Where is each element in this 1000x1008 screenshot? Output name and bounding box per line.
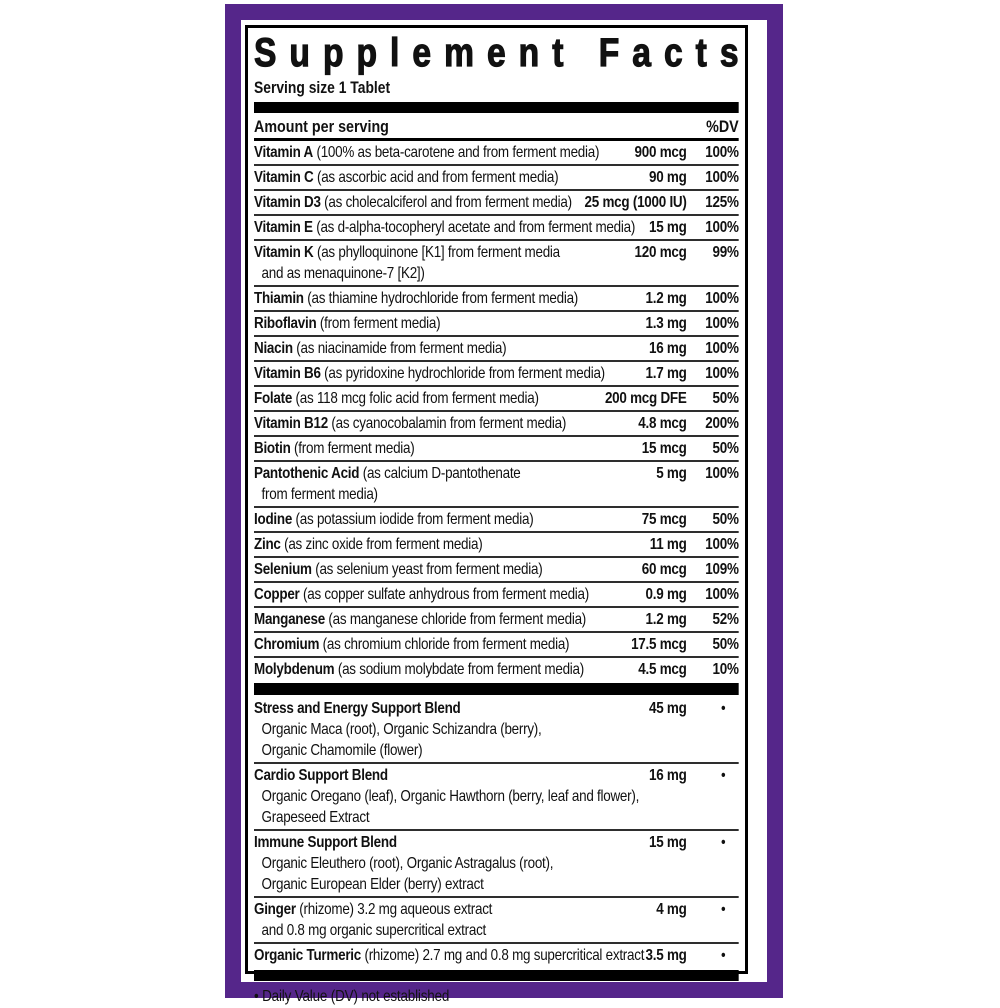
nutrient-text bbox=[254, 634, 624, 655]
nutrient-dv: 100% bbox=[705, 169, 739, 186]
nutrient-dv: 125% bbox=[705, 194, 739, 211]
nutrient-text bbox=[254, 313, 639, 334]
nutrient-desc: (as zinc oxide from ferment media) bbox=[280, 536, 483, 553]
title: S u p p l e m e n t F a c t s bbox=[254, 31, 739, 75]
nutrient-continuation-line: Grapeseed Extract bbox=[261, 809, 370, 826]
nutrient-amount: 1.2 mg bbox=[645, 290, 687, 307]
nutrient-amount: 75 mcg bbox=[641, 511, 687, 528]
nutrient-desc: (as selenium yeast from ferment media) bbox=[311, 561, 543, 578]
nutrient-name: Ginger bbox=[254, 901, 296, 918]
nutrient-row bbox=[254, 241, 739, 287]
nutrient-name: Vitamin A bbox=[254, 144, 313, 161]
nutrient-name: Thiamin bbox=[254, 290, 304, 307]
nutrient-desc: (as cholecalciferol and from ferment media) bbox=[320, 194, 572, 211]
serving-size: Serving size 1 Tablet bbox=[254, 79, 391, 97]
nutrient-name: Vitamin B6 bbox=[254, 365, 321, 382]
nutrient-desc: (as chromium chloride from ferment media) bbox=[319, 636, 570, 653]
nutrient-amount: 3.5 mg bbox=[645, 947, 687, 964]
nutrient-name: Riboflavin bbox=[254, 315, 317, 332]
nutrient-desc: (rhizome) 2.7 mg and 0.8 mg supercritical extract bbox=[361, 947, 645, 964]
nutrient-dv: 50% bbox=[712, 390, 739, 407]
nutrient-dv: 52% bbox=[712, 611, 739, 628]
nutrient-desc: (as thiamine hydrochloride from ferment media) bbox=[303, 290, 579, 307]
nutrient-amount: 4 mg bbox=[656, 901, 687, 918]
nutrient-dv: 100% bbox=[705, 219, 739, 236]
nutrient-row bbox=[254, 898, 739, 944]
amount-per-serving-header: Amount per serving bbox=[254, 117, 389, 136]
panel-content bbox=[254, 30, 739, 1008]
nutrient-row bbox=[254, 608, 739, 633]
dv-header: %DV bbox=[706, 117, 739, 136]
nutrient-name: Molybdenum bbox=[254, 661, 335, 678]
nutrient-continuation-line: Organic Maca (root), Organic Schizandra (berry), bbox=[261, 721, 542, 738]
nutrient-desc: (100% as beta-carotene and from ferment media) bbox=[312, 144, 600, 161]
nutrient-text bbox=[254, 609, 639, 630]
nutrient-dv: 109% bbox=[705, 561, 739, 578]
nutrient-text bbox=[254, 217, 642, 238]
nutrient-desc: (as niacinamide from ferment media) bbox=[292, 340, 507, 357]
nutrient-text bbox=[254, 899, 650, 941]
nutrient-desc: (from ferment media) bbox=[316, 315, 441, 332]
nutrient-row bbox=[254, 508, 739, 533]
nutrient-dv: 100% bbox=[705, 315, 739, 332]
nutrient-row bbox=[254, 533, 739, 558]
nutrient-desc: (as manganese chloride from ferment media) bbox=[324, 611, 587, 628]
nutrient-row bbox=[254, 166, 739, 191]
nutrient-dv: 100% bbox=[705, 465, 739, 482]
nutrient-amount: 15 mcg bbox=[641, 440, 687, 457]
nutrient-row bbox=[254, 633, 739, 658]
nutrient-name: Niacin bbox=[254, 340, 293, 357]
nutrient-text bbox=[254, 534, 643, 555]
nutrient-name: Folate bbox=[254, 390, 293, 407]
nutrient-amount: 0.9 mg bbox=[645, 586, 687, 603]
nutrient-text bbox=[254, 242, 628, 284]
nutrient-amount: 45 mg bbox=[649, 700, 687, 717]
dv-footnote: • Daily Value (DV) not established bbox=[254, 988, 450, 1005]
nutrient-continuation-line: and as menaquinone-7 [K2]) bbox=[261, 265, 425, 282]
nutrient-row bbox=[254, 831, 739, 898]
nutrient-desc: (from ferment media) bbox=[290, 440, 415, 457]
nutrient-name: Pantothenic Acid bbox=[254, 465, 360, 482]
nutrient-text bbox=[254, 509, 635, 530]
nutrient-row bbox=[254, 312, 739, 337]
nutrient-name: Vitamin C bbox=[254, 169, 314, 186]
nutrient-desc: (as d-alpha-tocopheryl acetate and from ferment media) bbox=[312, 219, 636, 236]
nutrient-name: Vitamin E bbox=[254, 219, 313, 236]
nutrient-desc: (as 118 mcg folic acid from ferment media) bbox=[292, 390, 539, 407]
supplement-facts-panel bbox=[245, 25, 748, 1005]
nutrient-row bbox=[254, 387, 739, 412]
nutrient-continuation-line: Organic Eleuthero (root), Organic Astragalus (root), bbox=[261, 855, 554, 872]
nutrient-desc: (as sodium molybdate from ferment media) bbox=[334, 661, 584, 678]
nutrient-text bbox=[254, 659, 632, 680]
nutrient-dv: 10% bbox=[712, 661, 739, 678]
nutrient-text bbox=[254, 192, 578, 213]
nutrient-desc: (as phylloquinone [K1] from ferment media bbox=[313, 244, 560, 261]
nutrient-row bbox=[254, 437, 739, 462]
nutrient-continuation-line: and 0.8 mg organic supercritical extract bbox=[261, 922, 487, 939]
nutrient-row bbox=[254, 287, 739, 312]
nutrient-dv: 50% bbox=[712, 636, 739, 653]
nutrient-name: Organic Turmeric bbox=[254, 947, 362, 964]
divider-bar-bottom bbox=[254, 970, 739, 981]
nutrient-name: Immune Support Blend bbox=[254, 834, 397, 851]
nutrient-text bbox=[254, 698, 642, 761]
nutrient-name: Zinc bbox=[254, 536, 281, 553]
blend-section bbox=[254, 697, 739, 967]
nutrient-dv: 100% bbox=[705, 365, 739, 382]
bullet-dot: • bbox=[721, 767, 726, 784]
nutrient-text bbox=[254, 945, 645, 966]
nutrient-dv: 100% bbox=[705, 144, 739, 161]
nutrient-dv: 200% bbox=[705, 415, 739, 432]
nutrient-amount: 25 mcg (1000 IU) bbox=[584, 194, 687, 211]
nutrient-desc: (as copper sulfate anhydrous from ferment media) bbox=[299, 586, 589, 603]
nutrient-row bbox=[254, 944, 739, 967]
nutrient-dv: 100% bbox=[705, 536, 739, 553]
nutrient-text bbox=[254, 142, 628, 163]
nutrient-amount: 4.5 mcg bbox=[638, 661, 687, 678]
nutrient-name: Selenium bbox=[254, 561, 312, 578]
nutrient-row bbox=[254, 141, 739, 166]
nutrient-text bbox=[254, 288, 639, 309]
bullet-dot: • bbox=[721, 947, 726, 964]
nutrient-dv: 100% bbox=[705, 586, 739, 603]
nutrient-name: Chromium bbox=[254, 636, 320, 653]
nutrient-name: Cardio Support Blend bbox=[254, 767, 388, 784]
nutrient-row bbox=[254, 362, 739, 387]
nutrient-text bbox=[254, 338, 642, 359]
nutrient-amount: 15 mg bbox=[649, 834, 687, 851]
nutrient-desc: (as pyridoxine hydrochloride from ferment media) bbox=[320, 365, 605, 382]
nutrient-desc: (as potassium iodide from ferment media) bbox=[292, 511, 534, 528]
nutrient-row bbox=[254, 191, 739, 216]
nutrient-continuation-line: Organic European Elder (berry) extract bbox=[261, 876, 484, 893]
nutrient-desc: (rhizome) 3.2 mg aqueous extract bbox=[295, 901, 493, 918]
nutrient-desc: (as calcium D-pantothenate bbox=[359, 465, 521, 482]
nutrient-amount: 60 mcg bbox=[641, 561, 687, 578]
nutrient-text bbox=[254, 363, 639, 384]
nutrient-continuation-line: Organic Chamomile (flower) bbox=[261, 742, 423, 759]
nutrient-name: Vitamin K bbox=[254, 244, 314, 261]
nutrient-amount: 120 mcg bbox=[634, 244, 687, 261]
nutrient-section bbox=[254, 141, 739, 681]
nutrient-amount: 900 mcg bbox=[634, 144, 687, 161]
nutrient-name: Vitamin D3 bbox=[254, 194, 321, 211]
nutrient-name: Vitamin B12 bbox=[254, 415, 328, 432]
bullet-dot: • bbox=[721, 700, 726, 717]
nutrient-row bbox=[254, 216, 739, 241]
nutrient-amount: 1.7 mg bbox=[645, 365, 687, 382]
nutrient-name: Biotin bbox=[254, 440, 291, 457]
nutrient-text bbox=[254, 167, 642, 188]
nutrient-amount: 17.5 mcg bbox=[631, 636, 687, 653]
nutrient-continuation-line: from ferment media) bbox=[261, 486, 378, 503]
divider-bar-middle bbox=[254, 683, 739, 695]
nutrient-row bbox=[254, 658, 739, 681]
nutrient-row bbox=[254, 583, 739, 608]
nutrient-amount: 5 mg bbox=[656, 465, 687, 482]
nutrient-desc: (as ascorbic acid and from ferment media) bbox=[313, 169, 559, 186]
nutrient-text bbox=[254, 765, 642, 828]
nutrient-row bbox=[254, 697, 739, 764]
bullet-dot: • bbox=[721, 901, 726, 918]
nutrient-amount: 90 mg bbox=[649, 169, 687, 186]
nutrient-continuation-line: Organic Oregano (leaf), Organic Hawthorn (berry, leaf and flower), bbox=[261, 788, 640, 805]
nutrient-name: Stress and Energy Support Blend bbox=[254, 700, 461, 717]
nutrient-amount: 1.2 mg bbox=[645, 611, 687, 628]
nutrient-row bbox=[254, 462, 739, 508]
table-header bbox=[254, 115, 739, 141]
purple-frame bbox=[225, 4, 783, 1005]
divider-bar-top bbox=[254, 102, 739, 113]
nutrient-dv: 50% bbox=[712, 440, 739, 457]
nutrient-text bbox=[254, 463, 650, 505]
nutrient-text bbox=[254, 438, 635, 459]
nutrient-dv: 100% bbox=[705, 290, 739, 307]
nutrient-desc: (as cyanocobalamin from ferment media) bbox=[327, 415, 567, 432]
bullet-dot: • bbox=[721, 834, 726, 851]
nutrient-name: Iodine bbox=[254, 511, 293, 528]
nutrient-text bbox=[254, 584, 639, 605]
nutrient-dv: 50% bbox=[712, 511, 739, 528]
nutrient-amount: 16 mg bbox=[649, 767, 687, 784]
nutrient-row bbox=[254, 558, 739, 583]
nutrient-name: Manganese bbox=[254, 611, 325, 628]
nutrient-amount: 4.8 mcg bbox=[638, 415, 687, 432]
nutrient-amount: 15 mg bbox=[649, 219, 687, 236]
nutrient-text bbox=[254, 559, 635, 580]
nutrient-row bbox=[254, 337, 739, 362]
nutrient-name: Copper bbox=[254, 586, 300, 603]
nutrient-amount: 16 mg bbox=[649, 340, 687, 357]
nutrient-text bbox=[254, 413, 632, 434]
nutrient-row bbox=[254, 412, 739, 437]
nutrient-text bbox=[254, 832, 642, 895]
nutrient-dv: 100% bbox=[705, 340, 739, 357]
nutrient-amount: 11 mg bbox=[649, 536, 687, 553]
nutrient-amount: 1.3 mg bbox=[645, 315, 687, 332]
nutrient-amount: 200 mcg DFE bbox=[604, 390, 687, 407]
nutrient-text bbox=[254, 388, 598, 409]
nutrient-row bbox=[254, 764, 739, 831]
nutrient-dv: 99% bbox=[712, 244, 739, 261]
